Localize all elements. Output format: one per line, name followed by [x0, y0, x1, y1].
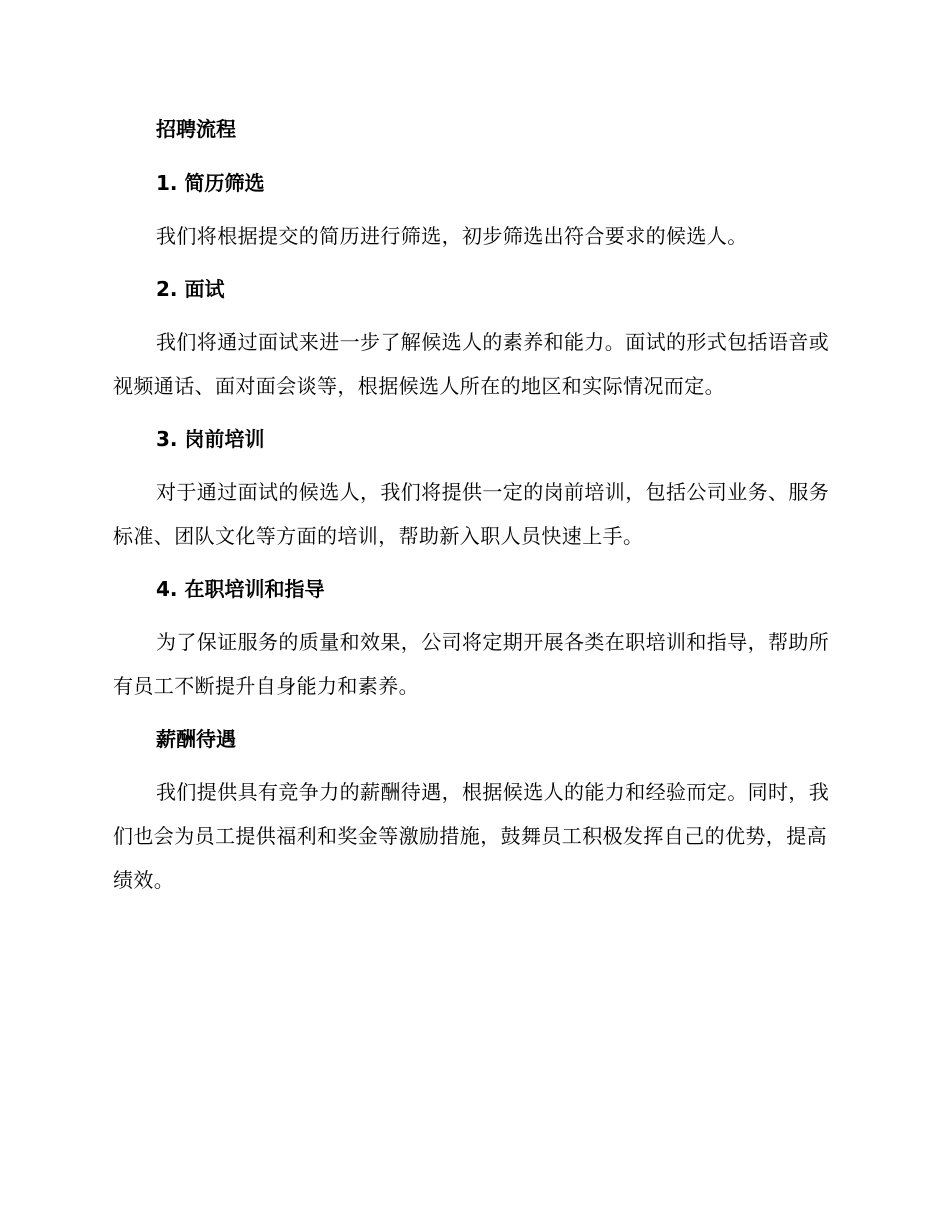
item-text-on-job-training: 为了保证服务的质量和效果，公司将定期开展各类在职培训和指导，帮助所有员工不断提升自身能力和素养。 — [113, 630, 830, 698]
section-title-compensation: 薪酬待遇 — [156, 727, 236, 751]
item-text-resume-screening: 我们将根据提交的简历进行筛选，初步筛选出符合要求的候选人。 — [156, 224, 748, 248]
section-title-recruitment-process: 招聘流程 — [156, 117, 236, 141]
item-text-pre-job-training: 对于通过面试的候选人，我们将提供一定的岗前培训，包括公司业务、服务标准、团队文化等方面的培训，帮助新入职人员快速上手。 — [113, 480, 830, 548]
item-text-interview: 我们将通过面试来进一步了解候选人的素养和能力。面试的形式包括语音或视频通话、面对面会谈等，根据候选人所在的地区和实际情况而定。 — [113, 330, 830, 398]
document-body — [113, 112, 833, 902]
section-text-compensation: 我们提供具有竞争力的薪酬待遇，根据候选人的能力和经验而定。同时，我们也会为员工提供福利和奖金等激励措施，鼓舞员工积极发挥自己的优势，提高绩效。 — [113, 780, 830, 892]
item-title-resume-screening: 1. 简历筛选 — [156, 171, 265, 195]
item-title-on-job-training: 4. 在职培训和指导 — [156, 577, 325, 601]
item-title-pre-job-training: 3. 岗前培训 — [156, 427, 265, 451]
item-title-interview: 2. 面试 — [156, 277, 225, 301]
